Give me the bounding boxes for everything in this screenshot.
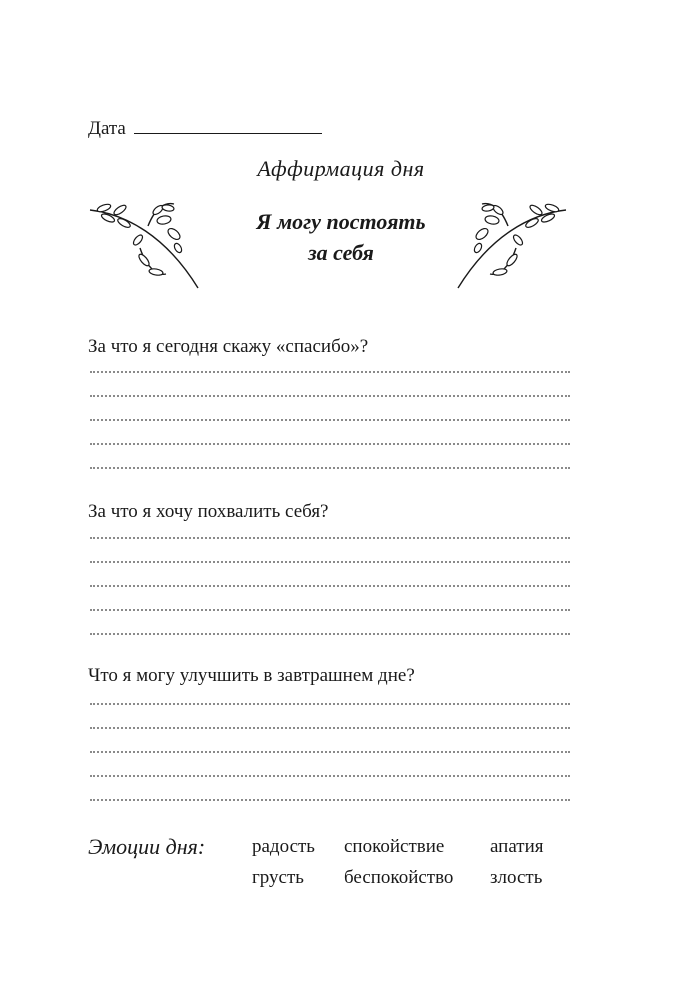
answer-line[interactable] (90, 585, 570, 587)
question-2: За что я хочу похвалить себя? (88, 501, 329, 522)
answer-line[interactable] (90, 703, 570, 705)
botanical-sprig-icon (450, 196, 570, 291)
answer-line[interactable] (90, 395, 570, 397)
emotion-joy[interactable]: радость (252, 836, 315, 857)
answer-line[interactable] (90, 633, 570, 635)
answer-line[interactable] (90, 799, 570, 801)
botanical-sprig-icon (86, 196, 206, 291)
answer-line[interactable] (90, 751, 570, 753)
answer-line[interactable] (90, 727, 570, 729)
answer-line[interactable] (90, 467, 570, 469)
answer-line[interactable] (90, 371, 570, 373)
emotion-anxiety[interactable]: беспокойство (344, 867, 454, 888)
answer-line[interactable] (90, 609, 570, 611)
affirmation-text (200, 206, 482, 268)
date-input-line[interactable] (134, 119, 322, 134)
date-field (88, 118, 322, 140)
question-3: Что я могу улучшить в завтрашнем дне? (88, 665, 415, 686)
emotion-sadness[interactable]: грусть (252, 867, 304, 888)
emotion-calm[interactable]: спокойствие (344, 836, 445, 857)
answer-line[interactable] (90, 537, 570, 539)
emotions-label: Эмоции дня: (88, 834, 206, 859)
question-1: За что я сегодня скажу «спасибо»? (88, 336, 369, 357)
emotion-apathy[interactable]: апатия (490, 836, 544, 857)
affirmation-line-1: Я могу постоять (256, 209, 426, 234)
answer-line[interactable] (90, 775, 570, 777)
affirmation-title: Аффирмация дня (257, 156, 425, 181)
emotion-anger[interactable]: злость (490, 867, 543, 888)
answer-line[interactable] (90, 443, 570, 445)
date-label: Дата (88, 118, 126, 139)
answer-line[interactable] (90, 419, 570, 421)
answer-line[interactable] (90, 561, 570, 563)
affirmation-line-2: за себя (308, 240, 374, 265)
